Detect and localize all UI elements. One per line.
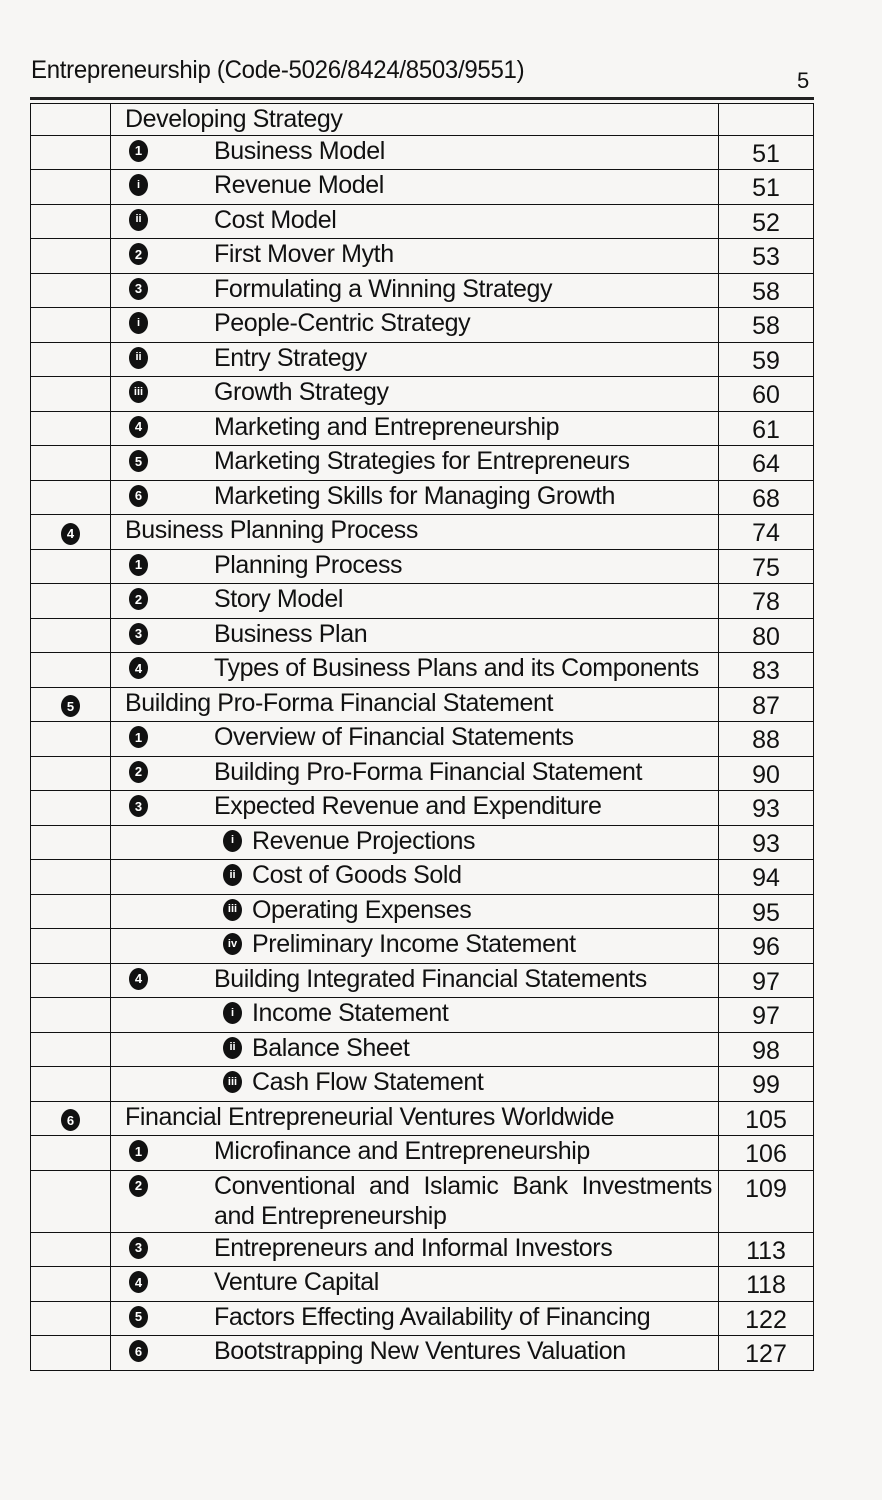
entry-page: 122 (745, 1305, 787, 1334)
entry-title: Building Pro-Forma Financial Statement (125, 688, 554, 717)
section-number-cell (31, 722, 111, 757)
toc-row[interactable] (31, 998, 814, 1033)
section-number-cell (31, 170, 111, 205)
entry-title: Preliminary Income Statement (252, 930, 576, 958)
entry-page: 96 (752, 933, 780, 961)
entry-cell (111, 549, 719, 584)
table-of-contents (30, 103, 814, 1371)
toc-row[interactable] (31, 1170, 814, 1232)
toc-row[interactable] (31, 104, 814, 136)
entry-title: Income Statement (252, 999, 449, 1027)
section-number-cell (31, 825, 111, 860)
entry-cell (111, 756, 719, 791)
page-header-title: Entrepreneurship (Code-5026/8424/8503/9551) (31, 56, 525, 84)
entry-cell (111, 1032, 719, 1067)
entry-page: 58 (752, 277, 780, 306)
toc-row[interactable] (31, 170, 814, 205)
entry-cell (111, 1067, 719, 1102)
page-number-cell (719, 963, 814, 998)
toc-row[interactable] (31, 1267, 814, 1302)
toc-row[interactable] (31, 687, 814, 722)
entry-title: Marketing and Entrepreneurship (214, 412, 560, 441)
item-number-badge-icon: 4 (129, 1271, 148, 1293)
toc-row[interactable] (31, 377, 814, 412)
section-number-cell (31, 1232, 111, 1267)
item-number-badge-icon: iii (223, 1071, 242, 1093)
entry-title: Entry Strategy (214, 343, 367, 372)
page-number-cell (719, 1170, 814, 1232)
item-number-badge-icon: i (223, 830, 242, 852)
item-number-badge-icon: 4 (129, 968, 148, 990)
item-number-badge-icon: 3 (129, 795, 148, 817)
section-number-cell (31, 308, 111, 343)
section-number-cell (31, 204, 111, 239)
entry-cell (111, 1232, 719, 1267)
page-number-cell (719, 756, 814, 791)
entry-cell (111, 377, 719, 412)
page-number-cell (719, 894, 814, 929)
toc-row[interactable] (31, 515, 814, 550)
entry-page: 106 (745, 1140, 787, 1168)
page-number-cell (719, 239, 814, 274)
section-number-cell (31, 480, 111, 515)
section-number-cell (31, 342, 111, 377)
page-number-cell (719, 480, 814, 515)
item-number-badge-icon: 2 (129, 1175, 148, 1197)
section-number-cell (31, 653, 111, 688)
item-number-badge-icon: 6 (129, 485, 148, 507)
section-number-badge-icon: 4 (61, 523, 80, 545)
page-number-cell (719, 1267, 814, 1302)
entry-page: 93 (752, 795, 780, 823)
toc-body (31, 104, 814, 1371)
item-number-badge-icon: ii (223, 864, 242, 886)
entry-title: Business Planning Process (125, 516, 418, 544)
section-number-cell (31, 1267, 111, 1302)
toc-row[interactable] (31, 1101, 814, 1136)
page-number-cell (719, 411, 814, 446)
entry-cell (111, 1301, 719, 1336)
entry-title: Formulating a Winning Strategy (214, 274, 553, 303)
page-number-cell (719, 204, 814, 239)
page-number-cell (719, 653, 814, 688)
page-number-cell (719, 1101, 814, 1136)
toc-row[interactable] (31, 446, 814, 481)
page-number-cell (719, 1301, 814, 1336)
toc-row[interactable] (31, 825, 814, 860)
section-number-cell (31, 687, 111, 722)
entry-title: Business Plan (214, 619, 368, 648)
section-number-cell (31, 929, 111, 964)
entry-title: Building Pro-Forma Financial Statement (214, 757, 643, 786)
section-number-cell (31, 894, 111, 929)
toc-row[interactable] (31, 273, 814, 308)
page-number-cell (719, 342, 814, 377)
page-number-cell (719, 860, 814, 895)
page-number-cell (719, 1336, 814, 1371)
toc-row[interactable] (31, 860, 814, 895)
entry-title: Types of Business Plans and its Components (214, 654, 699, 682)
entry-page: 78 (752, 588, 780, 616)
item-number-badge-icon: 4 (129, 657, 148, 679)
toc-row[interactable] (31, 584, 814, 619)
entry-cell (111, 791, 719, 826)
item-number-badge-icon: 5 (129, 450, 148, 472)
page-number-cell (719, 791, 814, 826)
toc-row[interactable] (31, 894, 814, 929)
page-number-cell (719, 170, 814, 205)
entry-title: First Mover Myth (214, 240, 394, 268)
entry-cell (111, 308, 719, 343)
toc-row[interactable] (31, 480, 814, 515)
entry-cell (111, 894, 719, 929)
section-number-cell (31, 1136, 111, 1171)
entry-cell (111, 104, 719, 136)
entry-cell (111, 860, 719, 895)
entry-cell (111, 204, 719, 239)
entry-cell (111, 1136, 719, 1171)
toc-row[interactable] (31, 1032, 814, 1067)
section-number-cell (31, 860, 111, 895)
entry-page: 51 (752, 174, 780, 202)
page-number-cell (719, 584, 814, 619)
item-number-badge-icon: 5 (129, 1306, 148, 1328)
entry-title: Balance Sheet (252, 1033, 410, 1062)
item-number-badge-icon: 3 (129, 623, 148, 645)
toc-row[interactable] (31, 239, 814, 274)
entry-title: Cash Flow Statement (252, 1068, 484, 1096)
entry-page: 95 (752, 898, 780, 927)
item-number-badge-icon: i (223, 1002, 242, 1024)
entry-page: 64 (752, 450, 780, 478)
item-number-badge-icon: iii (129, 381, 148, 403)
entry-title: Business Model (214, 136, 385, 165)
entry-title: Marketing Skills for Managing Growth (214, 481, 616, 510)
page-number: 5 (797, 68, 810, 93)
item-number-badge-icon: iii (223, 899, 242, 921)
toc-row[interactable] (31, 342, 814, 377)
section-number-cell (31, 446, 111, 481)
section-number-cell (31, 618, 111, 653)
entry-page: 61 (752, 415, 780, 444)
item-number-badge-icon: 4 (129, 416, 148, 438)
toc-row[interactable] (31, 1136, 814, 1171)
entry-cell (111, 653, 719, 688)
entry-page: 59 (752, 346, 780, 375)
entry-cell (111, 411, 719, 446)
header-rule (30, 97, 814, 100)
entry-cell (111, 998, 719, 1033)
item-number-badge-icon: 2 (129, 761, 148, 783)
entry-cell (111, 1336, 719, 1371)
entry-title: Cost of Goods Sold (252, 861, 462, 889)
item-number-badge-icon: 2 (129, 588, 148, 610)
page-number-cell (719, 446, 814, 481)
entry-cell (111, 480, 719, 515)
toc-row[interactable] (31, 204, 814, 239)
item-number-badge-icon: ii (129, 347, 148, 369)
page-number-cell (719, 308, 814, 343)
entry-title: Factors Effecting Availability of Financing (214, 1302, 651, 1331)
toc-row[interactable] (31, 756, 814, 791)
section-number-badge-icon: 5 (61, 695, 80, 717)
entry-title: Marketing Strategies for Entrepreneurs (214, 447, 630, 475)
page-number-cell (719, 1232, 814, 1267)
entry-page: 51 (752, 139, 780, 168)
entry-page: 93 (752, 829, 780, 858)
entry-title: Cost Model (214, 205, 337, 234)
entry-cell (111, 273, 719, 308)
item-number-badge-icon: i (129, 312, 148, 334)
section-number-cell (31, 756, 111, 791)
entry-cell (111, 963, 719, 998)
entry-page: 113 (746, 1236, 786, 1265)
entry-page: 109 (745, 1174, 787, 1203)
toc-row[interactable] (31, 411, 814, 446)
entry-page: 68 (752, 484, 780, 513)
section-number-cell (31, 239, 111, 274)
entry-cell (111, 825, 719, 860)
section-number-cell (31, 1067, 111, 1102)
entry-title: People-Centric Strategy (214, 309, 471, 337)
entry-title: Planning Process (214, 550, 403, 579)
toc-row[interactable] (31, 791, 814, 826)
page-number-cell (719, 1067, 814, 1102)
section-number-cell (31, 1170, 111, 1232)
section-number-cell (31, 1032, 111, 1067)
entry-page: 52 (752, 208, 780, 237)
section-number-cell (31, 549, 111, 584)
toc-row[interactable] (31, 1301, 814, 1336)
entry-page: 90 (752, 760, 780, 789)
item-number-badge-icon: 1 (129, 554, 148, 576)
item-number-badge-icon: 1 (129, 1140, 148, 1162)
page-number-cell (719, 273, 814, 308)
entry-title: Conventional and Islamic Bank Investments and Entrepreneurship (214, 1171, 712, 1230)
entry-page: 97 (752, 1002, 780, 1030)
entry-title: Developing Strategy (125, 105, 343, 133)
item-number-badge-icon: 6 (129, 1340, 148, 1362)
toc-row[interactable] (31, 1336, 814, 1371)
page-number-cell (719, 998, 814, 1033)
item-number-badge-icon: 1 (129, 726, 148, 748)
page-number-cell (719, 104, 814, 136)
entry-page: 98 (752, 1036, 780, 1065)
section-number-cell (31, 135, 111, 170)
entry-title: Financial Entrepreneurial Ventures Worldwide (125, 1102, 615, 1131)
toc-row[interactable] (31, 929, 814, 964)
toc-row[interactable] (31, 135, 814, 170)
section-number-cell (31, 515, 111, 550)
entry-page: 127 (745, 1340, 787, 1368)
section-number-cell (31, 1336, 111, 1371)
entry-cell (111, 446, 719, 481)
toc-row[interactable] (31, 653, 814, 688)
item-number-badge-icon: i (129, 174, 148, 196)
page-number-cell (719, 722, 814, 757)
entry-title: Revenue Model (214, 171, 384, 199)
entry-page: 83 (752, 657, 780, 685)
entry-title: Operating Expenses (252, 895, 472, 924)
entry-cell (111, 722, 719, 757)
item-number-badge-icon: 1 (129, 140, 148, 162)
section-number-cell (31, 273, 111, 308)
entry-title: Entrepreneurs and Informal Investors (214, 1233, 613, 1262)
entry-cell (111, 687, 719, 722)
section-number-cell (31, 104, 111, 136)
entry-cell (111, 1101, 719, 1136)
entry-title: Revenue Projections (252, 826, 476, 855)
page-number-cell (719, 1136, 814, 1171)
item-number-badge-icon: ii (129, 209, 148, 231)
section-number-cell (31, 584, 111, 619)
section-number-cell (31, 791, 111, 826)
entry-page: 99 (752, 1071, 780, 1099)
entry-page: 58 (752, 312, 780, 340)
section-number-cell (31, 963, 111, 998)
toc-row[interactable] (31, 308, 814, 343)
entry-page: 60 (752, 381, 780, 409)
entry-cell (111, 584, 719, 619)
section-number-cell (31, 411, 111, 446)
section-number-cell (31, 998, 111, 1033)
section-number-cell (31, 1301, 111, 1336)
entry-cell (111, 342, 719, 377)
item-number-badge-icon: iv (223, 933, 242, 955)
page-number-cell (719, 135, 814, 170)
entry-cell (111, 515, 719, 550)
page-number-cell (719, 687, 814, 722)
entry-page: 118 (746, 1271, 786, 1299)
entry-title: Venture Capital (214, 1268, 379, 1296)
toc-row[interactable] (31, 1232, 814, 1267)
toc-row[interactable] (31, 1067, 814, 1102)
entry-cell (111, 135, 719, 170)
section-number-badge-icon: 6 (61, 1109, 80, 1131)
page-number-cell (719, 618, 814, 653)
entry-cell (111, 1267, 719, 1302)
entry-title: Building Integrated Financial Statements (214, 964, 647, 993)
entry-title: Overview of Financial Statements (214, 723, 574, 751)
entry-cell (111, 929, 719, 964)
toc-row[interactable] (31, 963, 814, 998)
toc-row[interactable] (31, 549, 814, 584)
item-number-badge-icon: ii (223, 1037, 242, 1059)
item-number-badge-icon: 3 (129, 278, 148, 300)
entry-title: Microfinance and Entrepreneurship (214, 1137, 590, 1165)
entry-title: Story Model (214, 585, 343, 613)
entry-page: 87 (752, 691, 780, 720)
item-number-badge-icon: 2 (129, 243, 148, 265)
page-number-cell (719, 515, 814, 550)
entry-title: Growth Strategy (214, 378, 389, 406)
entry-cell (111, 1170, 719, 1232)
page-number-cell (719, 1032, 814, 1067)
entry-title: Expected Revenue and Expenditure (214, 792, 602, 820)
page-number-cell (719, 825, 814, 860)
entry-page: 97 (752, 967, 780, 996)
entry-page: 94 (752, 864, 780, 892)
toc-row[interactable] (31, 618, 814, 653)
page-number-cell (719, 377, 814, 412)
entry-page: 74 (752, 519, 780, 547)
item-number-badge-icon: 3 (129, 1237, 148, 1259)
toc-row[interactable] (31, 722, 814, 757)
entry-cell (111, 170, 719, 205)
page-number-cell (719, 549, 814, 584)
entry-page: 88 (752, 726, 780, 754)
section-number-cell (31, 1101, 111, 1136)
entry-cell (111, 618, 719, 653)
entry-page: 75 (752, 553, 780, 582)
entry-page: 53 (752, 243, 780, 271)
entry-cell (111, 239, 719, 274)
entry-title: Bootstrapping New Ventures Valuation (214, 1337, 626, 1365)
page-number-cell (719, 929, 814, 964)
entry-page: 105 (745, 1105, 787, 1134)
section-number-cell (31, 377, 111, 412)
entry-page: 80 (752, 622, 780, 651)
